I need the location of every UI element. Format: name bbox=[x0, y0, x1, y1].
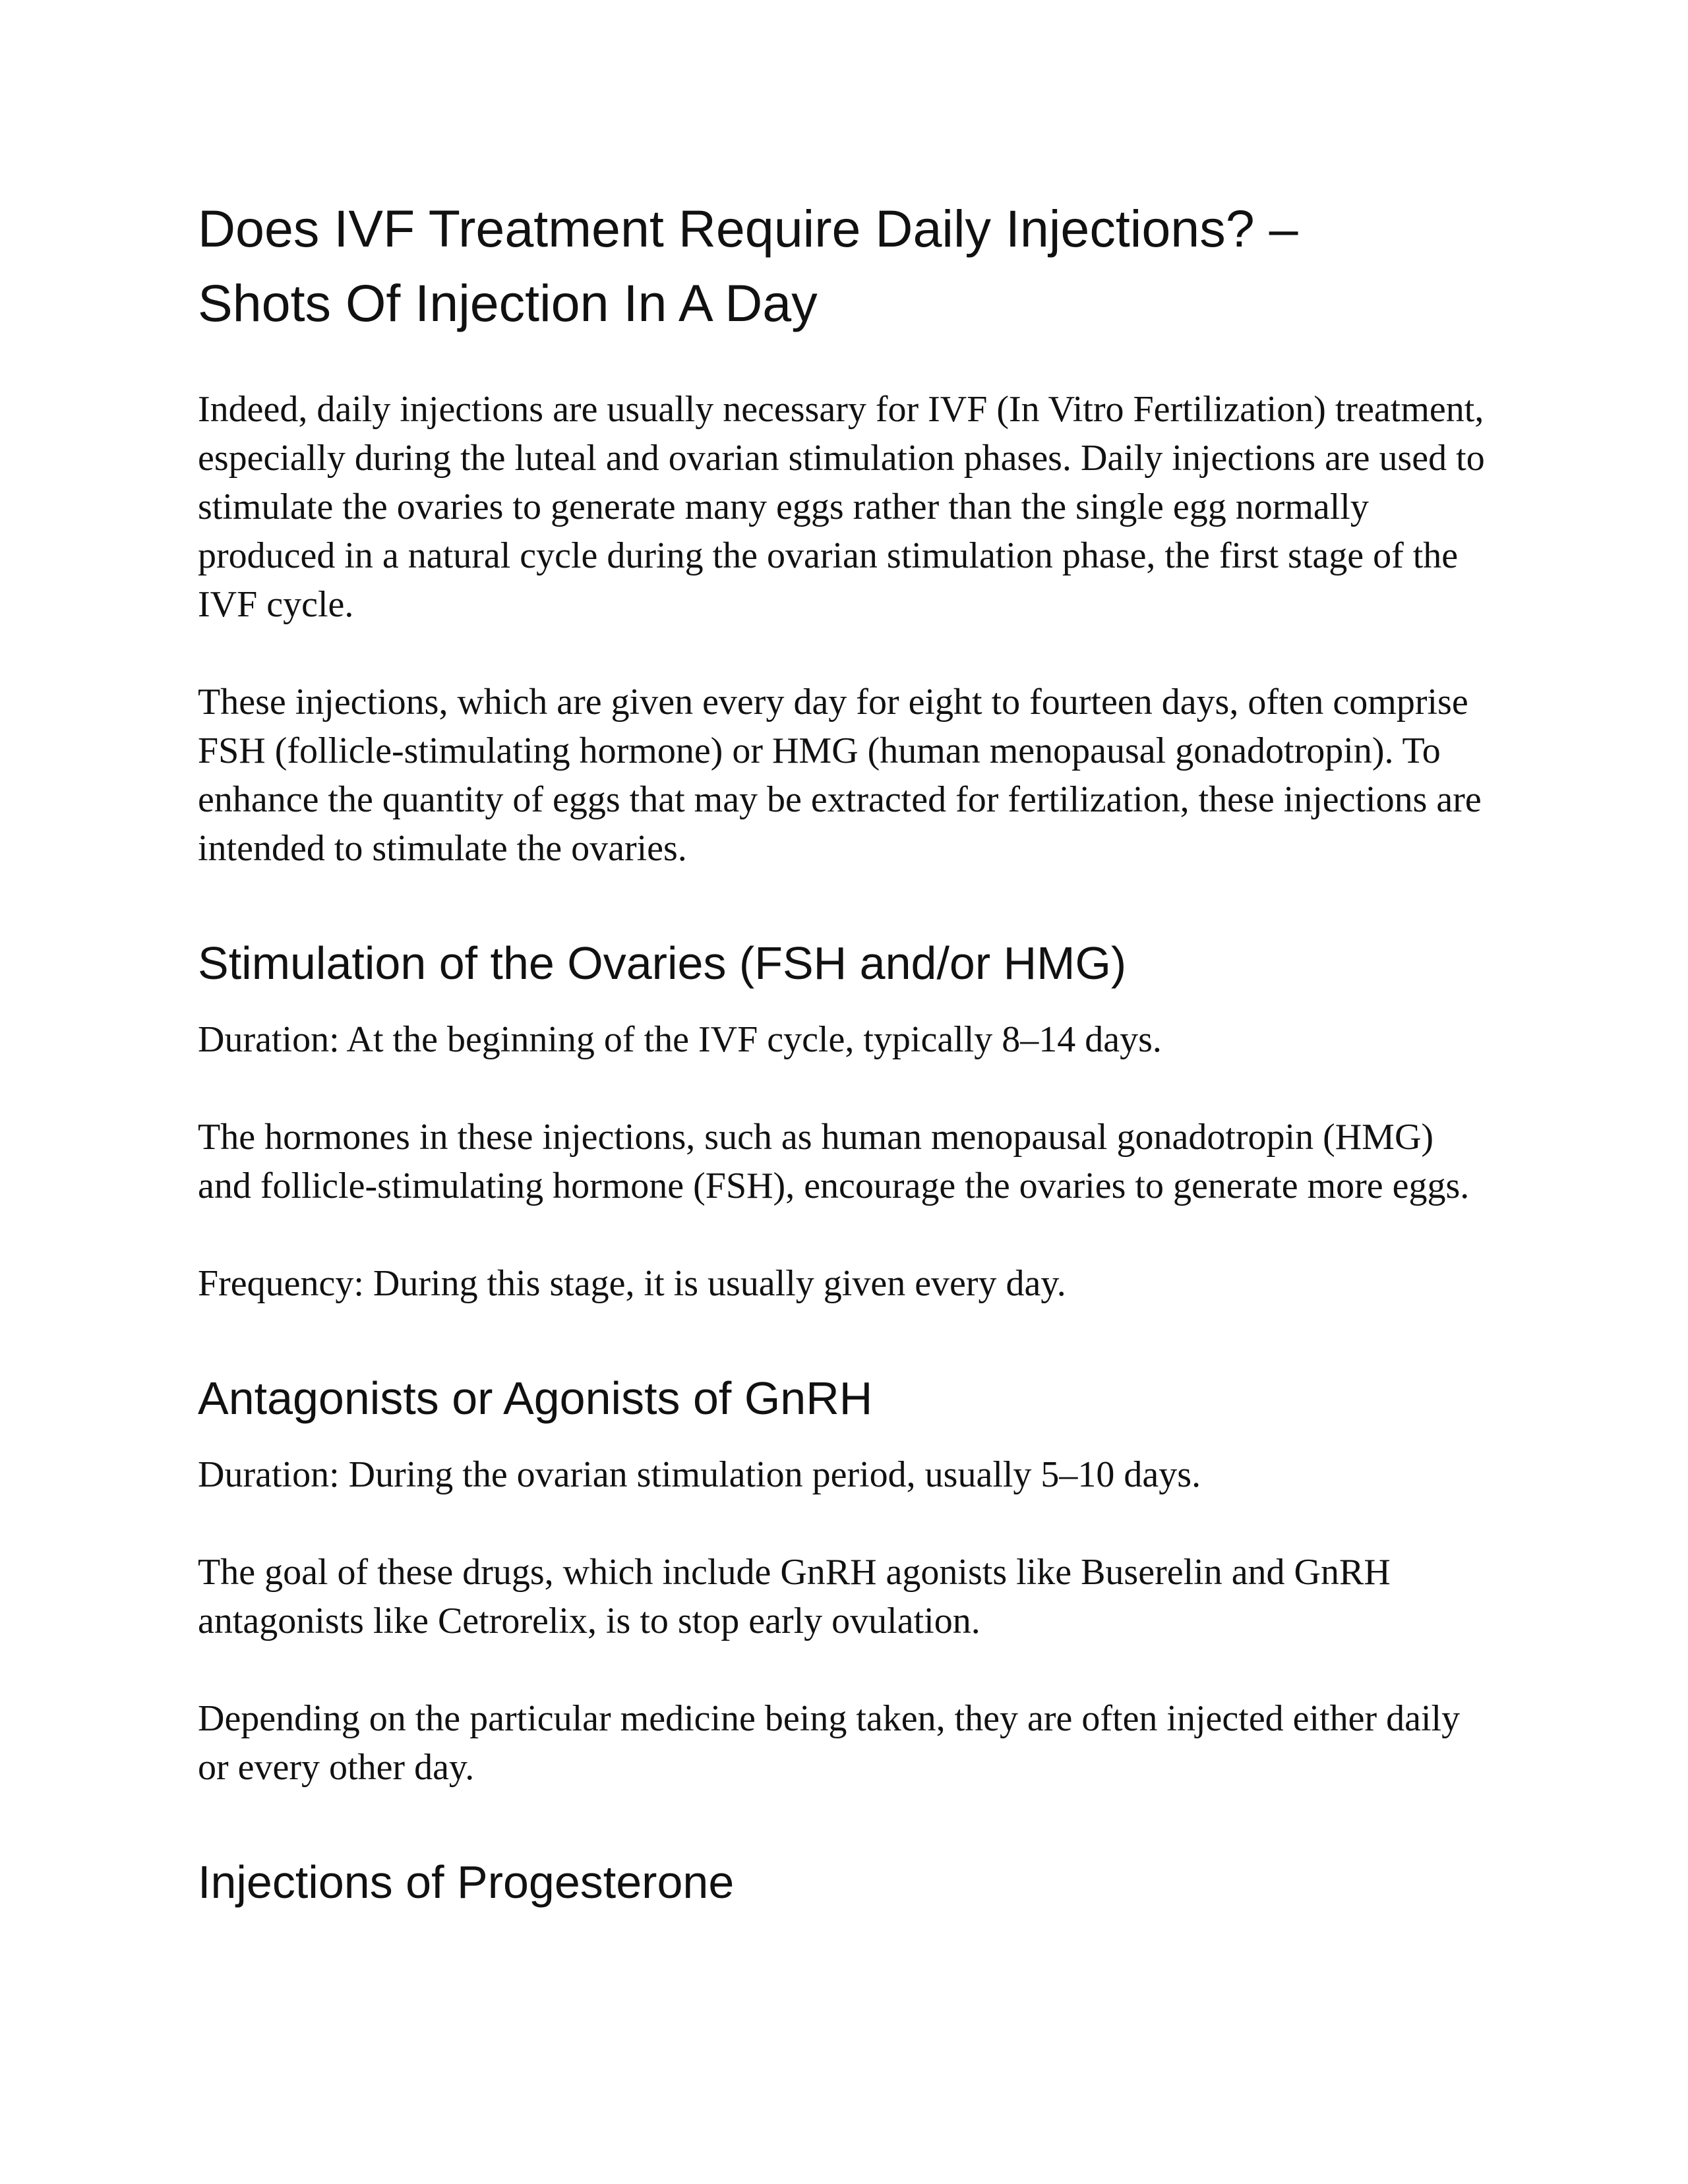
page-title-line-1: Does IVF Treatment Require Daily Injections? – bbox=[198, 199, 1298, 258]
section-heading-ovarian-stimulation: Stimulation of the Ovaries (FSH and/or HMG) bbox=[198, 937, 1127, 989]
document-body bbox=[198, 191, 1490, 1934]
section-1-paragraph-3: Frequency: During this stage, it is usually given every day. bbox=[198, 1263, 1066, 1304]
section-2-paragraph-3: Depending on the particular medicine being taken, they are often injected either daily or every other day. bbox=[198, 1698, 1461, 1788]
section-1-paragraph-1: Duration: At the beginning of the IVF cycle, typically 8–14 days. bbox=[198, 1019, 1162, 1060]
section-heading-gnrh: Antagonists or Agonists of GnRH bbox=[198, 1372, 873, 1424]
page-title bbox=[198, 191, 1490, 340]
section-heading-progesterone: Injections of Progesterone bbox=[198, 1856, 735, 1908]
intro-paragraph-1: Indeed, daily injections are usually necessary for IVF (In Vitro Fertilization) treatment, especially during the luteal and ovarian stimulation phases. Daily injections are used to stimulate the ovaries to generate many eggs rather than the single egg normally produced in a natural cycle during the ovarian stimulation phase, the first stage of the IVF cycle. bbox=[198, 389, 1485, 625]
intro-paragraph-2: These injections, which are given every day for eight to fourteen days, often comprise FSH (follicle-stimulating hormone) or HMG (human menopausal gonadotropin). To enhance the quantity of eggs that may be extracted for fertilization, these injections are intended to stimulate the ovaries. bbox=[198, 682, 1482, 869]
section-2-paragraph-2: The goal of these drugs, which include GnRH agonists like Buserelin and GnRH antagonists like Cetrorelix, is to stop early ovulation. bbox=[198, 1552, 1391, 1641]
section-1-paragraph-2: The hormones in these injections, such as human menopausal gonadotropin (HMG) and follicle-stimulating hormone (FSH), encourage the ovaries to generate more eggs. bbox=[198, 1117, 1470, 1206]
page-title-line-2: Shots Of Injection In A Day bbox=[198, 274, 818, 332]
section-2-paragraph-1: Duration: During the ovarian stimulation period, usually 5–10 days. bbox=[198, 1454, 1201, 1495]
